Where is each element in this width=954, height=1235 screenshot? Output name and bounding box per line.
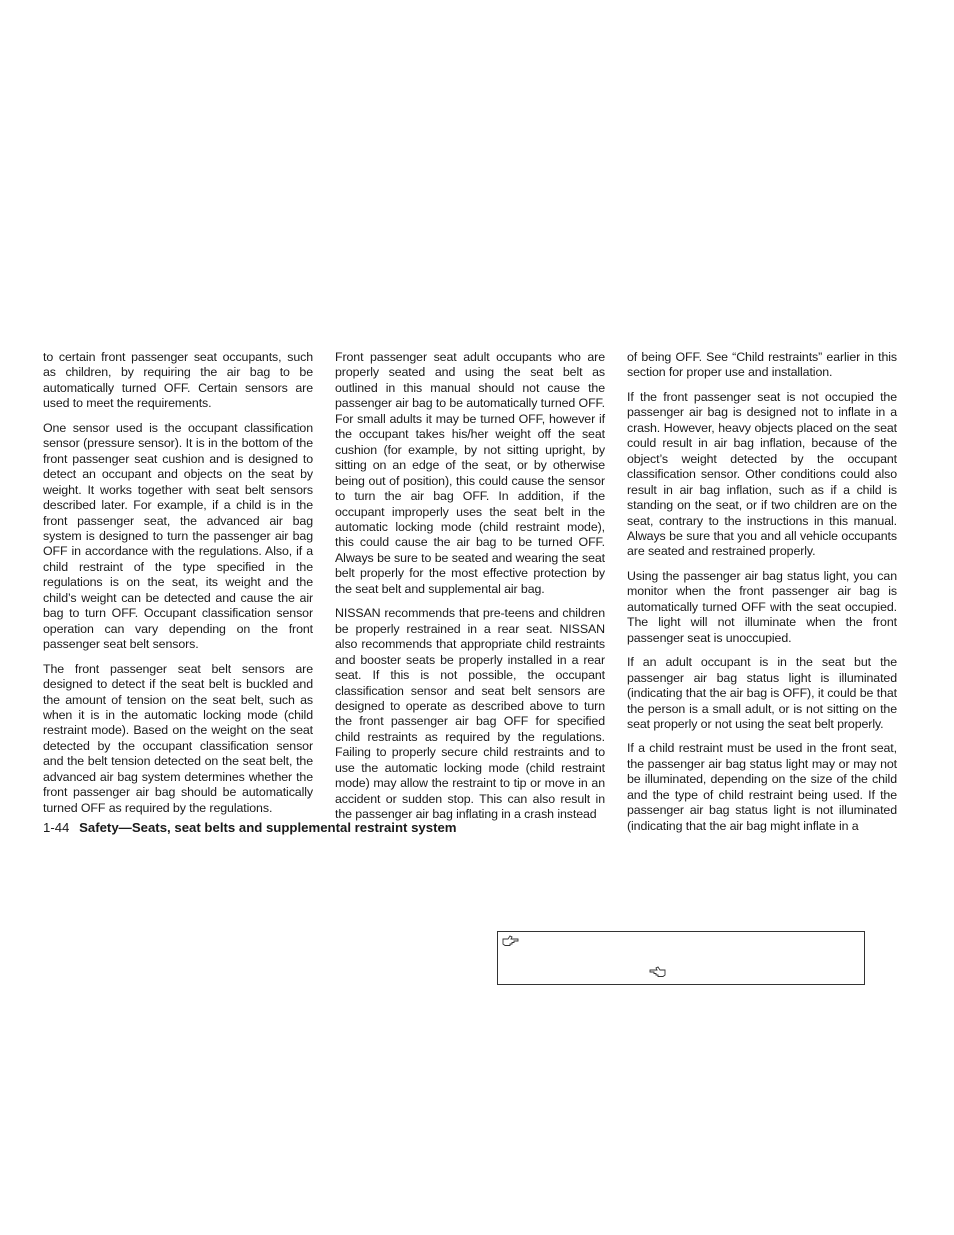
- pointing-hand-icon: [648, 965, 666, 983]
- text-column-3: [627, 350, 897, 843]
- paragraph: If an adult occupant is in the seat but the passenger air bag status light is illuminated (indicating that the air bag is OFF), it could be that the person is a small adult, or is not sitting on the seat properly or not using the seat belt properly.: [627, 655, 897, 731]
- paragraph: to certain front passenger seat occupants, such as children, by requiring the air bag to be automatically turned OFF. Certain sensors are used to meet the requirements.: [43, 350, 313, 411]
- paragraph: Using the passenger air bag status light, you can monitor when the front passenger air bag is automatically turned OFF with the seat occupied. The light will not illuminate when the front passenger seat is unoccupied.: [627, 568, 897, 645]
- reference-box: [497, 931, 865, 985]
- section-title: Safety—Seats, seat belts and supplemental restraint system: [79, 820, 457, 835]
- paragraph: of being OFF. See “Child restraints” earlier in this section for proper use and installation.: [627, 350, 897, 380]
- paragraph: If the front passenger seat is not occupied the passenger air bag is designed not to inflate in a crash. However, heavy objects placed on the seat could result in air bag inflation, because of the object’s weight detected by the occupant classification sensor. Other conditions could also result in air bag inflation, such as if a child is standing on the seat, or if two children are on the seat, contrary to the instructions in this manual. Always be sure that you and all vehicle occupants are seated and restrained properly.: [627, 389, 897, 559]
- pointing-hand-icon: [502, 934, 520, 952]
- paragraph: Front passenger seat adult occupants who are properly seated and using the seat belt as outlined in this manual should not cause the passenger air bag to be automatically turned OFF. For small adults it may be turned OFF, however if the occupant takes his/her weight off the seat cushion (for example, by not sitting upright, by sitting on an edge of the seat, or by otherwise being out of position), this could cause the sensor to turn the air bag OFF. In addition, if the occupant improperly uses the seat belt in the automatic locking mode (child restraint mode), this could cause the air bag to be turned OFF. Always be sure to be seated and wearing the seat belt properly for the most effective protection by the seat belt and supplemental air bag.: [335, 350, 605, 596]
- page-footer: [43, 820, 457, 836]
- text-column-1: [43, 350, 313, 825]
- page-number: 1-44: [43, 820, 70, 835]
- paragraph: The front passenger seat belt sensors are designed to detect if the seat belt is buckled and the amount of tension on the seat belt, such as when it is in the automatic locking mode (child restraint mode). Based on the weight on the seat detected by the occupant classification sensor and the belt tension detected on the seat belt, the advanced air bag system determines whether the front passenger air bag should be automatically turned OFF as required by the regulations.: [43, 661, 313, 815]
- paragraph: NISSAN recommends that pre-teens and children be properly restrained in a rear seat. NISSAN also recommends that appropriate child restraints and booster seats be properly installed in a rear seat. If this is not possible, the occupant classification sensor and seat belt sensors are designed to operate as described above to turn the front passenger air bag OFF for specified child restraints as required by the regulations. Failing to properly secure child restraints and to use the automatic locking mode (child restraint mode) may allow the restraint to tip or move in an accident or sudden stop. This can also result in the passenger air bag inflating in a crash instead: [335, 606, 605, 822]
- paragraph: One sensor used is the occupant classification sensor (pressure sensor). It is in the bottom of the front passenger seat cushion and is designed to detect an occupant and objects on the seat by weight. It works together with seat belt sensors described later. For example, if a child is in the front passenger seat, the advanced air bag system is designed to turn the passenger air bag OFF in accordance with the regulations. Also, if a child restraint of the type specified in the regulations is on the seat, its weight and the child’s weight can be detected and cause the air bag to turn OFF. Occupant classification sensor operation can vary depending on the front passenger seat belt sensors.: [43, 420, 313, 652]
- text-column-2: [335, 350, 605, 832]
- paragraph: If a child restraint must be used in the front seat, the passenger air bag status light may or may not be illuminated, depending on the size of the child and the type of child restraint being used. If the passenger air bag status light is not illuminated (indicating that the air bag might inflate in a: [627, 741, 897, 833]
